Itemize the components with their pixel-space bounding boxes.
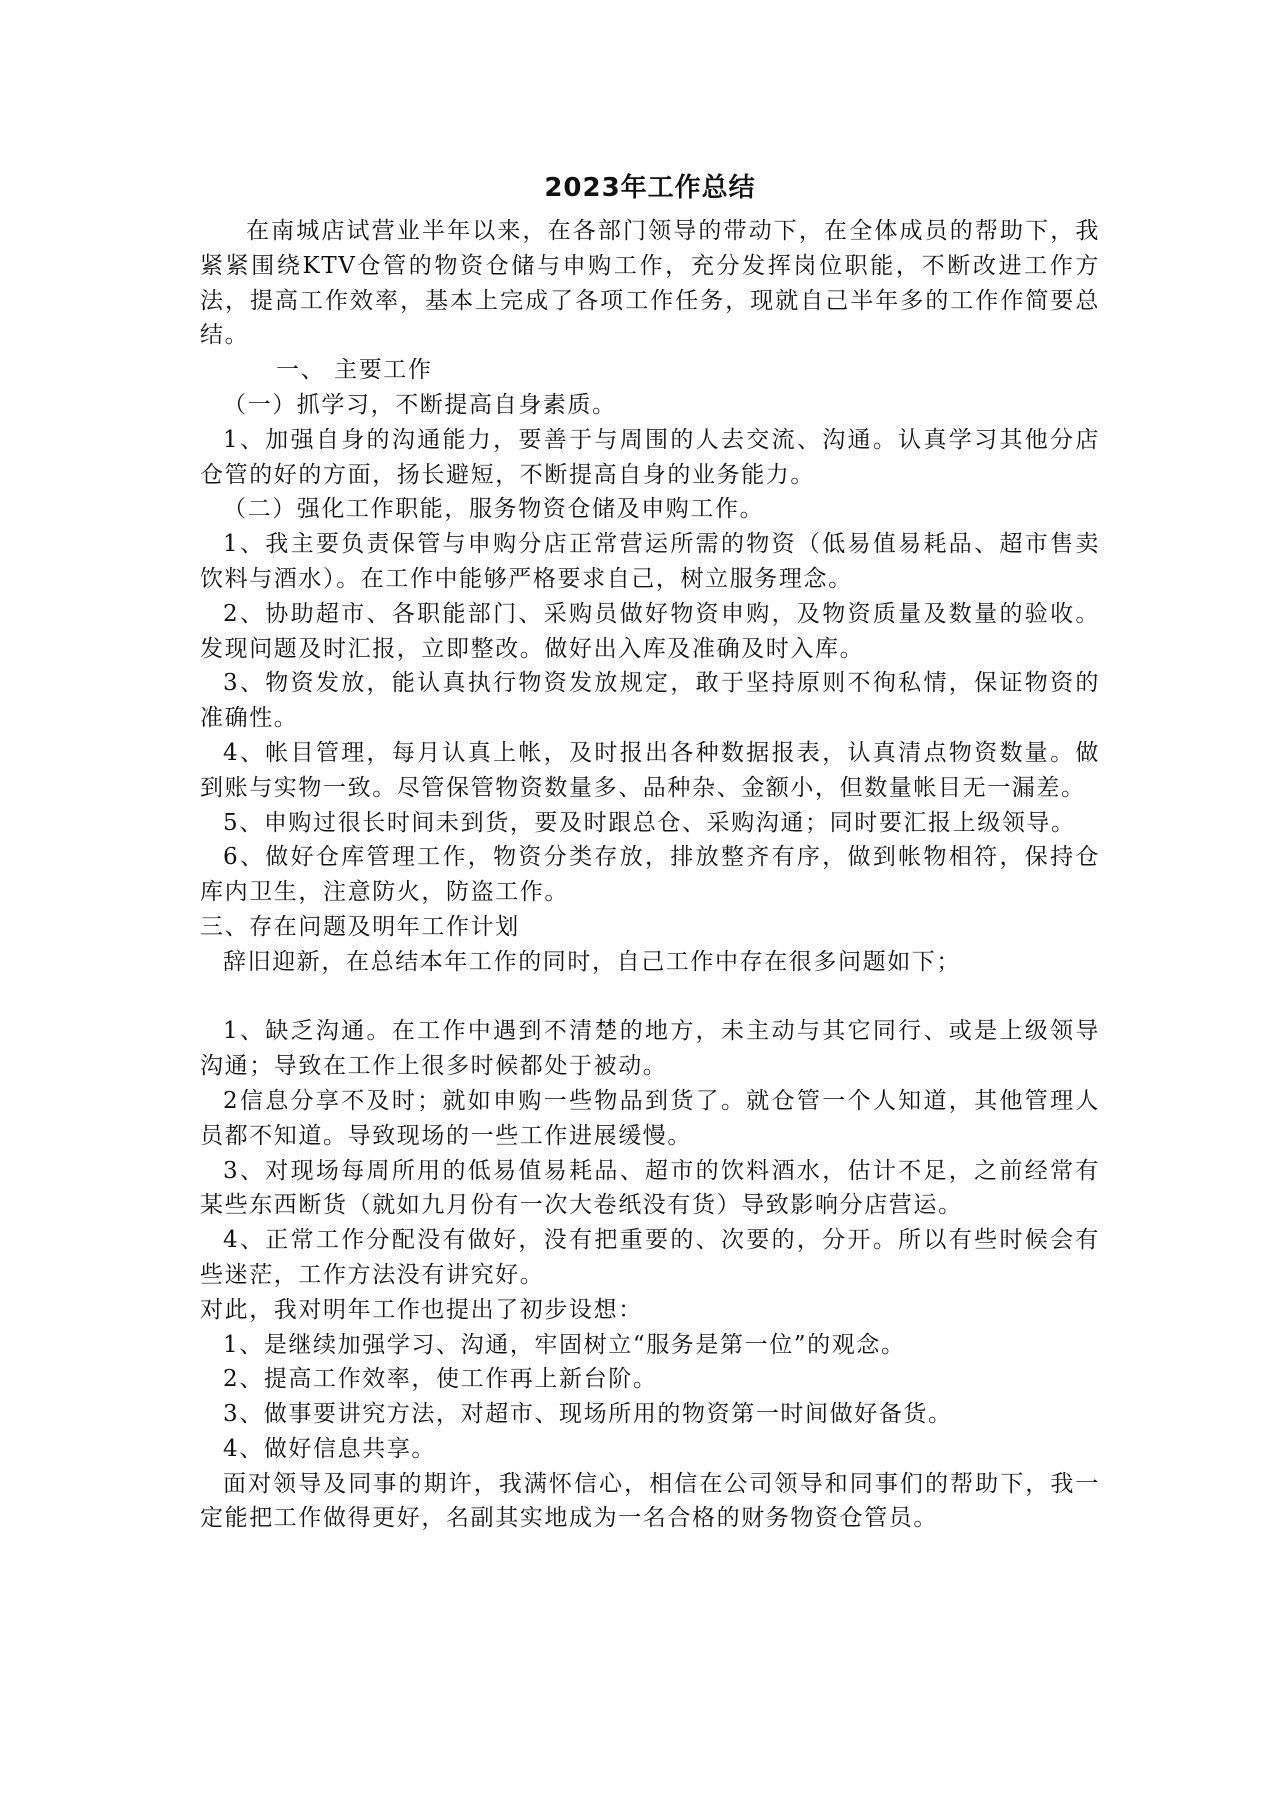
paragraph: 4、正常工作分配没有做好，没有把重要的、次要的，分开。所以有些时候会有些迷茫，工作方法没有讲究好。 [200, 1227, 1100, 1288]
paragraph: 1、缺乏沟通。在工作中遇到不清楚的地方，未主动与其它同行、或是上级领导沟通；导致在工作上很多时候都处于被动。 [200, 1018, 1100, 1080]
paragraph: 辞旧迎新，在总结本年工作的同时，自己工作中存在很多问题如下； [223, 948, 961, 975]
paragraph: 1、加强自身的沟通能力，要善于与周围的人去交流、沟通。认真学习其他分店仓管的好的方面，扬长避短，不断提高自身的业务能力。 [200, 426, 1100, 488]
paragraph: （二）强化工作职能，服务物资仓储及申购工作。 [223, 496, 765, 523]
document-title: 2023年工作总结 [544, 173, 756, 203]
paragraph: 1、我主要负责保管与申购分店正常营运所需的物资（低易值易耗品、超市售卖饮料与酒水）。在工作中能够严格要求自己，树立服务理念。 [200, 531, 1100, 592]
paragraph: 4、做好信息共享。 [223, 1435, 437, 1462]
paragraph: 对此，我对明年工作也提出了初步设想： [200, 1296, 643, 1323]
paragraph: 2、提高工作效率，使工作再上新台阶。 [223, 1366, 658, 1393]
paragraph: （一）抓学习，不断提高自身素质。 [223, 391, 617, 418]
paragraph: 1、是继续加强学习、沟通，牢固树立“服务是第一位”的观念。 [223, 1331, 906, 1358]
paragraph: 2信息分享不及时；就如申购一些物品到货了。就仓管一个人知道，其他管理人员都不知道。导致现场的一些工作进展缓慢。 [200, 1087, 1100, 1149]
paragraph: 在南城店试营业半年以来，在各部门领导的带动下，在全体成员的帮助下，我紧紧围绕KTV仓管的物资仓储与申购工作，充分发挥岗位职能，不断改进工作方法，提高工作效率，基本上完成了各项工作任务，现就自己半年多的工作作简要总结。 [200, 218, 1100, 349]
paragraph: 5、申购过很长时间未到货，要及时跟总仓、采购沟通；同时要汇报上级领导。 [223, 809, 1076, 836]
paragraph: 3、做事要讲究方法，对超市、现场所用的物资第一时间做好备货。 [223, 1401, 953, 1428]
document-body [200, 214, 1100, 1536]
document-page [200, 168, 1100, 1536]
paragraph: 面对领导及同事的期许，我满怀信心，相信在公司领导和同事们的帮助下，我一定能把工作做得更好，名副其实地成为一名合格的财务物资仓管员。 [200, 1470, 1100, 1532]
paragraph: 一、 主要工作 [276, 357, 433, 384]
paragraph: 3、对现场每周所用的低易值易耗品、超市的饮料酒水，估计不足，之前经常有某些东西断货（就如九月份有一次大卷纸没有货）导致影响分店营运。 [200, 1157, 1100, 1219]
paragraph: 2、协助超市、各职能部门、采购员做好物资申购，及物资质量及数量的验收。发现问题及时汇报，立即整改。做好出入库及准确及时入库。 [200, 600, 1100, 662]
paragraph: 6、做好仓库管理工作，物资分类存放，排放整齐有序，做到帐物相符，保持仓库内卫生，注意防火，防盗工作。 [200, 844, 1100, 906]
paragraph: 三、存在问题及明年工作计划 [200, 913, 520, 940]
paragraph: 3、物资发放，能认真执行物资发放规定，敢于坚持原则不徇私情，保证物资的准确性。 [200, 670, 1100, 732]
paragraph: 4、帐目管理，每月认真上帐，及时报出各种数据报表，认真清点物资数量。做到账与实物一致。尽管保管物资数量多、品种杂、金额小，但数量帐目无一漏差。 [200, 739, 1100, 801]
blank-line [200, 980, 1100, 1015]
